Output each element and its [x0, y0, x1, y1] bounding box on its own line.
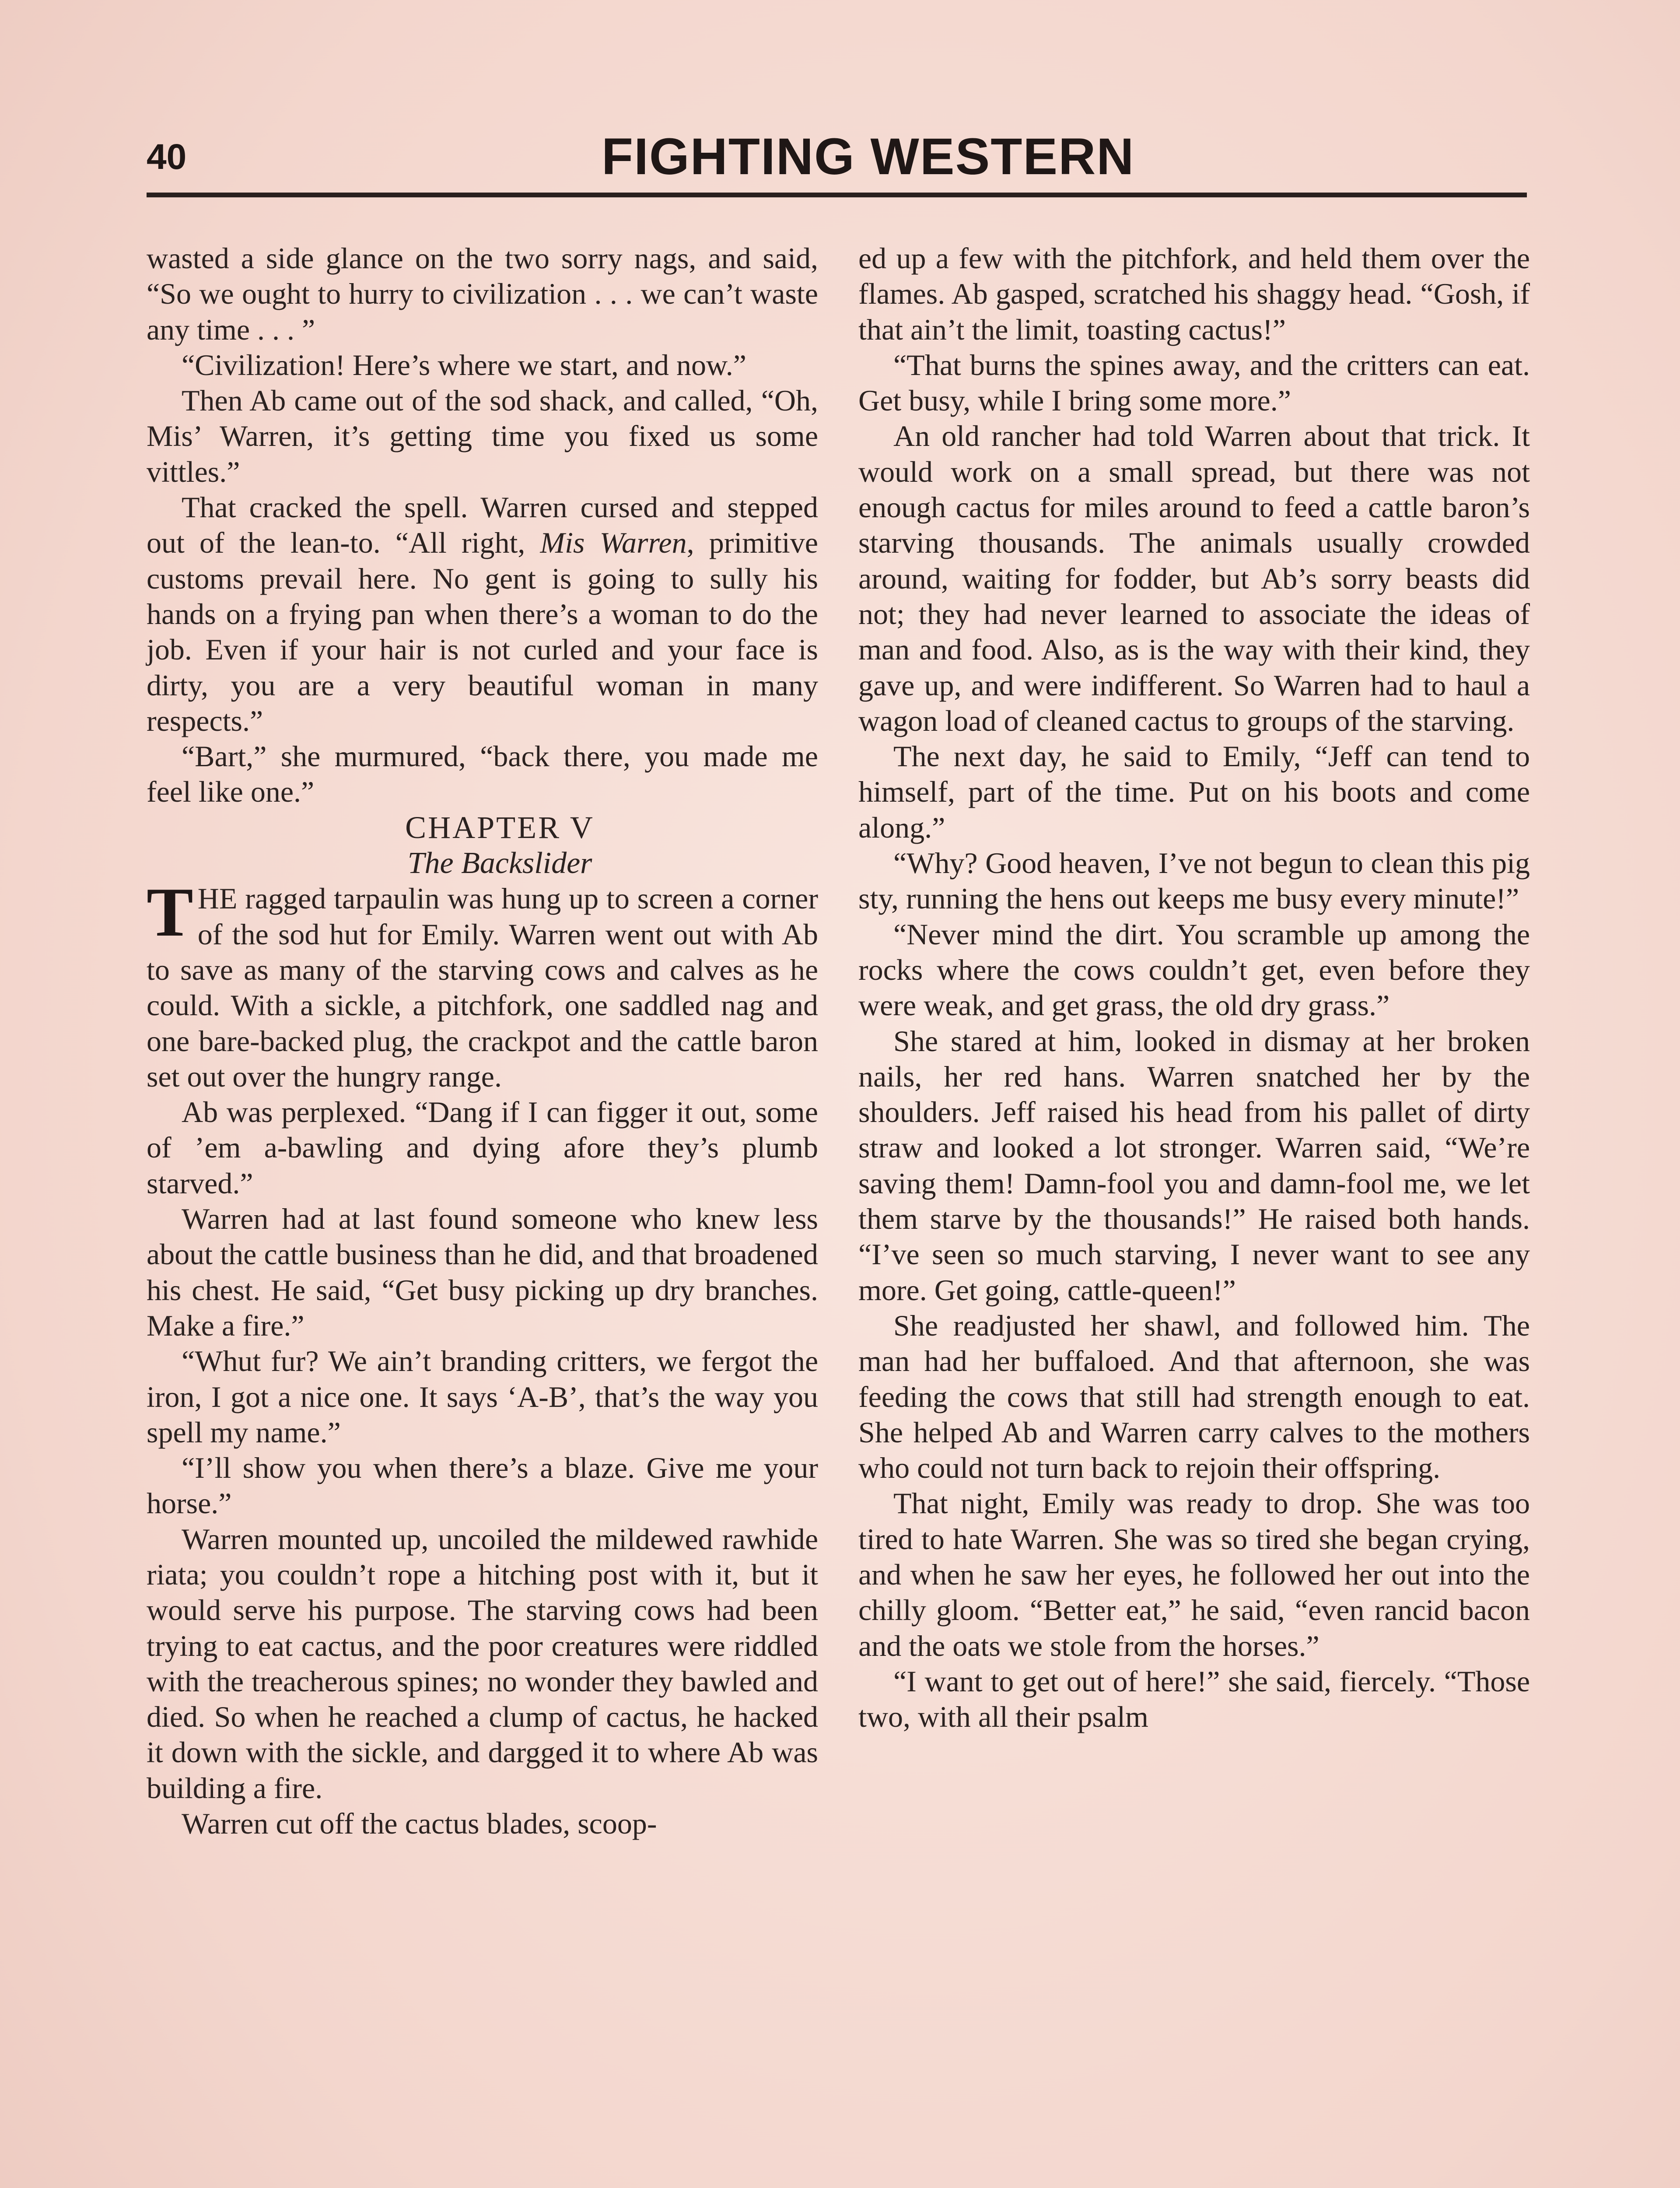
chapter-subtitle: The Backslider	[407, 846, 592, 880]
paragraph: She stared at him, looked in dismay at her broken nails, her red hans. Warren snatched her by the shoulders. Jeff raised his head from his pallet of dirty straw and looked a lot stronger. Warren said, “We’re saving them! Damn-fool you and damn-fool me, we let them starve by the thousands!” He raised both hands. “I’ve seen so much starving, I never want to see any more. Get going, cattle-queen!”	[858, 1024, 1530, 1307]
paragraph	[147, 490, 818, 739]
page-header	[147, 127, 1527, 193]
paragraph: “Whut fur? We ain’t branding critters, we fergot the iron, I got a nice one. It says ‘A-B’, that’s the way you spell my name.”	[147, 1344, 818, 1449]
italic-text: Mis Warren	[540, 526, 687, 560]
paragraph: ed up a few with the pitchfork, and held them over the flames. Ab gasped, scratched his shaggy head. “Gosh, if that ain’t the limit, toasting cactus!”	[858, 242, 1530, 346]
paragraph: wasted a side glance on the two sorry nags, and said, “So we ought to hurry to civilization . . . we can’t waste any time . . . ”	[147, 242, 818, 346]
magazine-title: FIGHTING WESTERN	[602, 128, 1135, 186]
paragraph: Then Ab came out of the sod shack, and called, “Oh, Mis’ Warren, it’s getting time you fixed us some vittles.”	[147, 384, 818, 488]
paragraph-text: HE ragged tarpaulin was hung up to screen a corner of the sod hut for Emily. Warren went out with Ab to save as many of the starving cows and calves as he could. With a sickle, a pitchfork, one saddled nag and one bare-backed plug, the crackpot and the cattle baron set out over the hungry range.	[147, 882, 818, 1093]
text-column-left	[147, 241, 818, 1841]
drop-cap: T	[147, 873, 193, 951]
paragraph: Warren cut off the cactus blades, scoop-	[182, 1807, 657, 1841]
paragraph-text: , primitive customs prevail here. No gent is going to sully his hands on a frying pan when there’s a woman to do the job. Even if your hair is not curled and your face is dirty, you are a very beautiful woman in many respects.”	[147, 526, 818, 737]
paragraph: “That burns the spines away, and the critters can eat. Get busy, while I bring some more.”	[858, 348, 1530, 417]
paragraph: An old rancher had told Warren about that trick. It would work on a small spread, but there was not enough cactus for miles around to feed a cattle baron’s starving thousands. The animals usually crowded around, waiting for fodder, but Ab’s sorry beasts did not; they had never learned to associate the ideas of man and food. Also, as is the way with their kind, they gave up, and were indifferent. So Warren had to haul a wagon load of cleaned cactus to groups of the starving.	[858, 419, 1530, 737]
paragraph: “Why? Good heaven, I’ve not begun to clean this pig sty, running the hens out keeps me busy every minute!”	[858, 846, 1530, 915]
paragraph: Ab was perplexed. “Dang if I can figger it out, some of ’em a-bawling and dying afore they’s plumb starved.”	[147, 1095, 818, 1200]
paragraph: Warren mounted up, uncoiled the mildewed rawhide riata; you couldn’t rope a hitching post with it, but it would serve his purpose. The starving cows had been trying to eat cactus, and the poor creatures were riddled with the treacherous spines; no wonder they bawled and died. So when he reached a clump of cactus, he hacked it down with the sickle, and dargged it to where Ab was building a fire.	[147, 1522, 818, 1805]
paragraph: “I’ll show you when there’s a blaze. Give me your horse.”	[147, 1451, 818, 1520]
header-rule	[147, 193, 1527, 197]
paragraph: “I want to get out of here!” she said, fiercely. “Those two, with all their psalm	[858, 1664, 1530, 1734]
paragraph: “Bart,” she murmured, “back there, you made me feel like one.”	[147, 740, 818, 809]
page-number: 40	[147, 137, 187, 177]
paragraph: That night, Emily was ready to drop. She was too tired to hate Warren. She was so tired she began crying, and when he saw her eyes, he followed her out into the chilly gloom. “Better eat,” he said, “even rancid bacon and the oats we stole from the horses.”	[858, 1487, 1530, 1662]
paragraph	[147, 873, 818, 1094]
paragraph: “Civilization! Here’s where we start, and now.”	[182, 348, 746, 382]
chapter-title: CHAPTER V	[405, 810, 595, 845]
paragraph-text: That cracked the spell. Warren cursed and stepped out of the lean-to. “All right,	[147, 491, 818, 560]
paragraph: Warren had at last found someone who knew less about the cattle business than he did, and that broadened his chest. He said, “Get busy picking up dry branches. Make a fire.”	[147, 1202, 818, 1342]
text-column-right	[858, 241, 1530, 1735]
paragraph: The next day, he said to Emily, “Jeff can tend to himself, part of the time. Put on his boots and come along.”	[858, 740, 1530, 844]
paragraph: “Never mind the dirt. You scramble up among the rocks where the cows couldn’t get, even before they were weak, and get grass, the old dry grass.”	[858, 917, 1530, 1022]
paragraph: She readjusted her shawl, and followed him. The man had her buffaloed. And that afternoon, she was feeding the cows that still had strength enough to eat. She helped Ab and Warren carry calves to the mothers who could not turn back to rejoin their offspring.	[858, 1308, 1530, 1485]
